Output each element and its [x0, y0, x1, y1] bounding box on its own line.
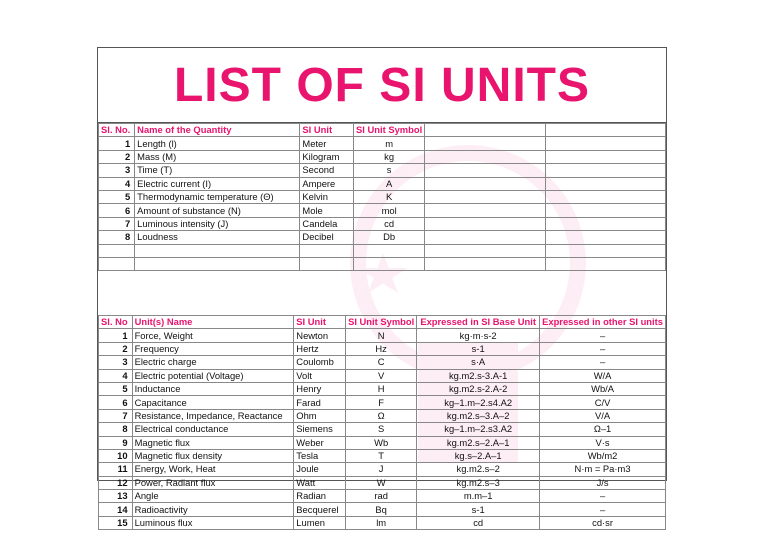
- table-cell: Kelvin: [300, 190, 354, 203]
- empty-cell: [354, 257, 425, 270]
- table-cell: 11: [99, 463, 133, 476]
- table-cell: 1: [99, 137, 135, 150]
- column-header: SI Unit: [300, 124, 354, 137]
- table-cell: kg.m2.s–2: [417, 463, 540, 476]
- table-cell: kg·m·s-2: [417, 329, 540, 342]
- table-cell: Energy, Work, Heat: [132, 463, 294, 476]
- table-cell: s·A: [417, 356, 540, 369]
- blank-row: [99, 244, 666, 257]
- table-cell: H: [346, 382, 417, 395]
- empty-cell: [425, 137, 545, 150]
- table-cell: T: [346, 449, 417, 462]
- column-header: SI Unit Symbol: [354, 124, 425, 137]
- column-header: Expressed in SI Base Unit: [417, 316, 540, 329]
- table-cell: –: [540, 342, 666, 355]
- table-cell: Thermodynamic temperature (Θ): [135, 190, 300, 203]
- table-cell: Ω: [346, 409, 417, 422]
- table-cell: Hertz: [294, 342, 346, 355]
- table-cell: cd·sr: [540, 516, 666, 529]
- table-cell: 5: [99, 382, 133, 395]
- table-row: [99, 490, 666, 503]
- table-cell: mol: [354, 204, 425, 217]
- table-cell: S: [346, 423, 417, 436]
- table-cell: Watt: [294, 476, 346, 489]
- table-cell: Decibel: [300, 231, 354, 244]
- table-cell: V: [346, 369, 417, 382]
- table-cell: kg: [354, 150, 425, 163]
- column-header: Name of the Quantity: [135, 124, 300, 137]
- table-cell: Power, Radiant flux: [132, 476, 294, 489]
- empty-cell: [135, 257, 300, 270]
- empty-cell: [545, 137, 665, 150]
- table-row: [99, 449, 666, 462]
- table-cell: cd: [354, 217, 425, 230]
- table-cell: Weber: [294, 436, 346, 449]
- table-cell: V/A: [540, 409, 666, 422]
- empty-cell: [545, 190, 665, 203]
- column-header: SI Unit: [294, 316, 346, 329]
- table-cell: Volt: [294, 369, 346, 382]
- table-cell: 10: [99, 449, 133, 462]
- table-cell: Kilogram: [300, 150, 354, 163]
- empty-cell: [425, 177, 545, 190]
- table-header-row: [99, 316, 666, 329]
- table-cell: N·m = Pa·m3: [540, 463, 666, 476]
- si-units-sheet: [97, 47, 667, 529]
- empty-cell: [425, 124, 545, 137]
- table-cell: Ohm: [294, 409, 346, 422]
- empty-cell: [425, 217, 545, 230]
- table-cell: 13: [99, 490, 133, 503]
- table-cell: kg.m2.s–3: [417, 476, 540, 489]
- table-cell: W: [346, 476, 417, 489]
- table-row: [99, 463, 666, 476]
- column-header: Expressed in other SI units: [540, 316, 666, 329]
- table-cell: Hz: [346, 342, 417, 355]
- table-cell: Time (T): [135, 164, 300, 177]
- table-cell: Wb: [346, 436, 417, 449]
- table-cell: Coulomb: [294, 356, 346, 369]
- table-cell: rad: [346, 490, 417, 503]
- table-cell: K: [354, 190, 425, 203]
- table-cell: Mass (M): [135, 150, 300, 163]
- table-row: [99, 356, 666, 369]
- table-cell: kg–1.m–2.s4.A2: [417, 396, 540, 409]
- table-cell: Magnetic flux: [132, 436, 294, 449]
- empty-cell: [425, 150, 545, 163]
- table-cell: Magnetic flux density: [132, 449, 294, 462]
- table-cell: kg–1.m–2.s3.A2: [417, 423, 540, 436]
- table-row: [99, 436, 666, 449]
- table-cell: Candela: [300, 217, 354, 230]
- table-cell: Electrical conductance: [132, 423, 294, 436]
- empty-cell: [425, 164, 545, 177]
- table-cell: Bq: [346, 503, 417, 516]
- empty-cell: [545, 204, 665, 217]
- table-cell: s-1: [417, 342, 540, 355]
- table-row: [99, 503, 666, 516]
- table-cell: kg.m2.s–3.A–2: [417, 409, 540, 422]
- table-cell: kg.m2.s-2.A-2: [417, 382, 540, 395]
- table-cell: Ω–1: [540, 423, 666, 436]
- empty-cell: [300, 257, 354, 270]
- table-cell: kg.s–2.A–1: [417, 449, 540, 462]
- table-cell: 5: [99, 190, 135, 203]
- empty-cell: [99, 244, 135, 257]
- table-cell: 3: [99, 356, 133, 369]
- table-cell: 15: [99, 516, 133, 529]
- empty-cell: [425, 231, 545, 244]
- table-cell: Lumen: [294, 516, 346, 529]
- table-cell: Wb/A: [540, 382, 666, 395]
- table-cell: cd: [417, 516, 540, 529]
- table-cell: Second: [300, 164, 354, 177]
- table-cell: 6: [99, 396, 133, 409]
- table-row: [99, 369, 666, 382]
- table-cell: 2: [99, 150, 135, 163]
- derived-units-table: [98, 315, 666, 530]
- table-row: [99, 177, 666, 190]
- empty-cell: [545, 124, 665, 137]
- table-cell: 8: [99, 231, 135, 244]
- table-row: [99, 329, 666, 342]
- table-cell: Db: [354, 231, 425, 244]
- table-cell: –: [540, 356, 666, 369]
- table-cell: m.m–1: [417, 490, 540, 503]
- table-cell: Mole: [300, 204, 354, 217]
- table-cell: 12: [99, 476, 133, 489]
- table-cell: 7: [99, 409, 133, 422]
- table-row: [99, 231, 666, 244]
- table-cell: –: [540, 503, 666, 516]
- table-cell: 3: [99, 164, 135, 177]
- empty-cell: [425, 257, 545, 270]
- table-cell: Angle: [132, 490, 294, 503]
- table-cell: m: [354, 137, 425, 150]
- table-cell: Farad: [294, 396, 346, 409]
- empty-cell: [545, 177, 665, 190]
- table-cell: Frequency: [132, 342, 294, 355]
- table-cell: Joule: [294, 463, 346, 476]
- empty-cell: [545, 164, 665, 177]
- table-row: [99, 137, 666, 150]
- empty-cell: [99, 257, 135, 270]
- table-cell: Luminous intensity (J): [135, 217, 300, 230]
- table-cell: A: [354, 177, 425, 190]
- table-header-row: [99, 124, 666, 137]
- table-cell: Electric charge: [132, 356, 294, 369]
- table-cell: Length (l): [135, 137, 300, 150]
- table-row: [99, 190, 666, 203]
- table-row: [99, 382, 666, 395]
- table-cell: Resistance, Impedance, Reactance: [132, 409, 294, 422]
- table-cell: 7: [99, 217, 135, 230]
- table-cell: Radioactivity: [132, 503, 294, 516]
- table-cell: W/A: [540, 369, 666, 382]
- table-cell: Newton: [294, 329, 346, 342]
- empty-cell: [135, 244, 300, 257]
- table-cell: lm: [346, 516, 417, 529]
- table-row: [99, 396, 666, 409]
- empty-cell: [545, 231, 665, 244]
- table-cell: C/V: [540, 396, 666, 409]
- empty-cell: [354, 244, 425, 257]
- table-cell: Electric potential (Voltage): [132, 369, 294, 382]
- empty-cell: [545, 217, 665, 230]
- table-cell: N: [346, 329, 417, 342]
- table-cell: s: [354, 164, 425, 177]
- table-row: [99, 476, 666, 489]
- table-cell: Becquerel: [294, 503, 346, 516]
- table-cell: Electric current (I): [135, 177, 300, 190]
- empty-cell: [545, 150, 665, 163]
- table-cell: C: [346, 356, 417, 369]
- table-cell: F: [346, 396, 417, 409]
- table-row: [99, 217, 666, 230]
- table-cell: Meter: [300, 137, 354, 150]
- table-cell: Radian: [294, 490, 346, 503]
- table-row: [99, 150, 666, 163]
- table-cell: Henry: [294, 382, 346, 395]
- table-row: [99, 423, 666, 436]
- table-cell: Siemens: [294, 423, 346, 436]
- empty-cell: [425, 244, 545, 257]
- table-cell: Loudness: [135, 231, 300, 244]
- table-cell: J: [346, 463, 417, 476]
- table-cell: s-1: [417, 503, 540, 516]
- column-header: SI Unit Symbol: [346, 316, 417, 329]
- table-cell: Ampere: [300, 177, 354, 190]
- table-cell: Inductance: [132, 382, 294, 395]
- blank-row: [99, 257, 666, 270]
- table-cell: Luminous flux: [132, 516, 294, 529]
- table-cell: –: [540, 329, 666, 342]
- table-cell: 2: [99, 342, 133, 355]
- table-cell: 1: [99, 329, 133, 342]
- table-cell: 6: [99, 204, 135, 217]
- empty-cell: [425, 190, 545, 203]
- table-row: [99, 164, 666, 177]
- table-cell: 4: [99, 369, 133, 382]
- table-cell: Tesla: [294, 449, 346, 462]
- empty-cell: [300, 244, 354, 257]
- table-row: [99, 342, 666, 355]
- column-header: Unit(s) Name: [132, 316, 294, 329]
- table-row: [99, 409, 666, 422]
- table-cell: 4: [99, 177, 135, 190]
- page-title: LIST OF SI UNITS: [98, 48, 666, 123]
- empty-cell: [425, 204, 545, 217]
- table-cell: Capacitance: [132, 396, 294, 409]
- base-units-table: [98, 123, 666, 271]
- column-header: Sl. No.: [99, 124, 135, 137]
- table-cell: Wb/m2: [540, 449, 666, 462]
- empty-cell: [545, 257, 665, 270]
- empty-cell: [545, 244, 665, 257]
- table-cell: Amount of substance (N): [135, 204, 300, 217]
- table-cell: 9: [99, 436, 133, 449]
- table-cell: V·s: [540, 436, 666, 449]
- table-cell: 14: [99, 503, 133, 516]
- table-cell: kg.m2.s-3.A-1: [417, 369, 540, 382]
- table-cell: 8: [99, 423, 133, 436]
- column-header: Sl. No: [99, 316, 133, 329]
- table-row: [99, 516, 666, 529]
- table-cell: Force, Weight: [132, 329, 294, 342]
- table-row: [99, 204, 666, 217]
- table-cell: J/s: [540, 476, 666, 489]
- table-cell: kg.m2.s–2.A–1: [417, 436, 540, 449]
- table-cell: –: [540, 490, 666, 503]
